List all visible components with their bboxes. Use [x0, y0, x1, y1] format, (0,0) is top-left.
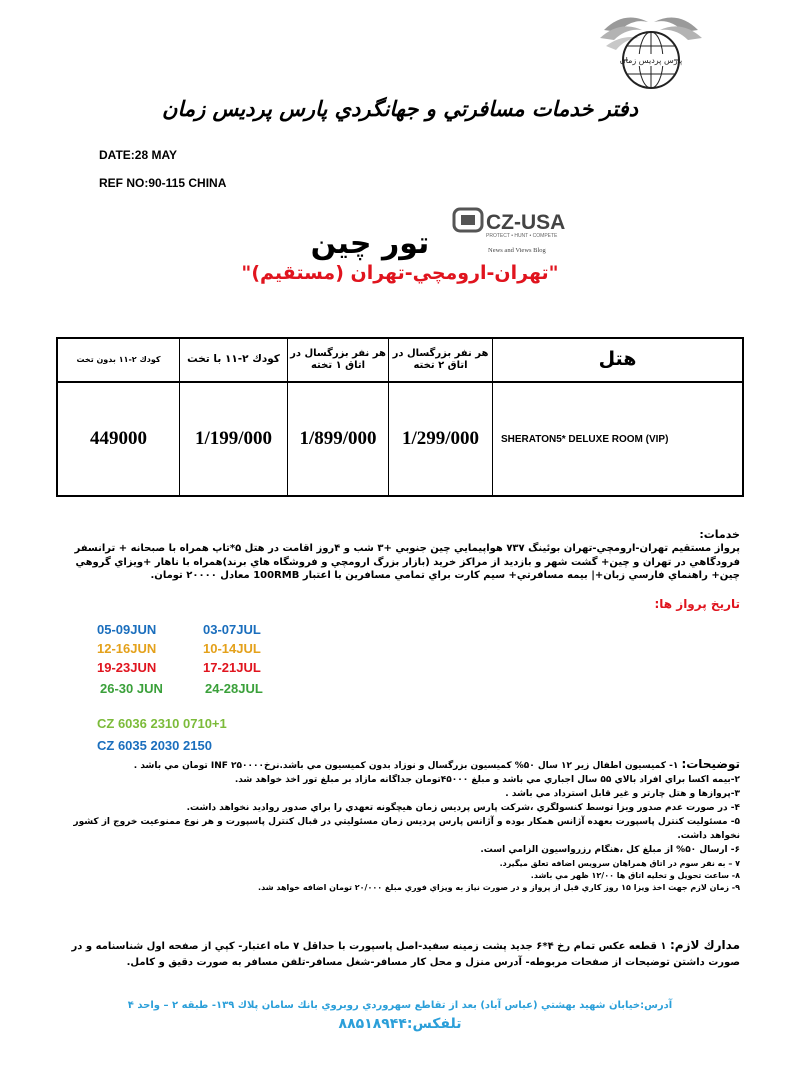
flight-number-outbound: CZ 6036 2310 0710+1	[97, 716, 227, 731]
hotel-name: SHERATON5* DELUXE ROOM (VIP)	[501, 433, 669, 445]
cz-usa-blog: News and Views Blog	[488, 247, 546, 254]
required-documents	[56, 936, 740, 971]
documents-heading: مدارك لازم:	[670, 938, 740, 952]
flight-number-return: CZ 6035 2030 2150	[97, 738, 212, 753]
flight-dates-heading: تاريخ پرواز ها:	[654, 597, 740, 611]
cz-usa-logo	[450, 206, 590, 254]
note-7: ۷ – به نفر سوم در اتاق همراهان سرويس اضافه تعلق ميگيرد.	[499, 858, 740, 868]
price-child-with-bed: 1/199/000	[180, 383, 288, 495]
logo-text: پارس پرديس زمان	[619, 56, 683, 65]
header-child-with-bed: كودك ۲-۱۱ با تخت	[180, 339, 288, 383]
flight-date-3a: 19-23JUN	[97, 660, 157, 675]
notes-section	[56, 755, 740, 895]
note-9: ۹- زمان لازم جهت اخذ ويزا ۱۵ روز كاري قبل از پرواز و در صورت نياز به ويزاي فوري مبلغ ۲۰/۰۰۰ تومان اضافه خواهد شد.	[258, 883, 740, 893]
footer-telefax: تلفكس:۸۸۵۱۸۹۴۴	[338, 1016, 462, 1032]
header-child-no-bed: كودك ۲-۱۱ بدون تخت	[58, 339, 180, 383]
note-4: ۴- در صورت عدم صدور ويزا توسط كنسولگري ،شركت پارس پرديس زمان هيچگونه تعهدي را براي صدور رواديد نخواهد داشت.	[186, 802, 740, 813]
note-2: ۲-بيمه اكسا براي افراد بالاي ۵۵ سال اجباري مي باشد و مبلغ ۴۵۰۰۰تومان جداگانه مازاد بر مبلغ تور اخذ خواهد شد.	[234, 774, 740, 785]
note-1	[56, 755, 740, 774]
note-5: ۵- مسئوليت كنترل پاسپورت بعهده آژانس همكار بوده و آژانس پارس پرديس زمان مسئوليتي در قبال كنترل پاسپورت و هر نوع ممنوعيت خروج از كشور نخواهد داشت.	[73, 816, 740, 841]
note-8: ۸- ساعت تحويل و تخليه اتاق ها ۱۲/۰۰ ظهر مي باشد.	[530, 870, 740, 880]
header-adult-double: هر نفر بزرگسال در اتاق ۲ تخته	[389, 339, 493, 383]
flight-date-2b: 10-14JUL	[203, 641, 261, 656]
agency-logo	[596, 8, 706, 98]
header-adult-single: هر نفر بزرگسال در اتاق ۱ تخته	[288, 339, 389, 383]
flight-date-4a: 26-30 JUN	[100, 681, 163, 696]
flight-date-3b: 17-21JUL	[203, 660, 261, 675]
tour-title: تور چين	[310, 226, 430, 261]
price-adult-single: 1/899/000	[288, 383, 389, 495]
tour-route: "تهران-ارومچي-تهران (مستقيم)"	[241, 262, 559, 284]
services-text: پرواز مستقيم تهران-ارومچي-تهران بوئينگ ۷۳۷ هواپيمايي چين جنوبي +۳ شب و ۴روز اقامت در هتل ۵*تاپ همراه با صبحانه + ترانسفر فرودگاهي در تهران و چين+ گشت شهر و بازديد از مراكز خريد (بازار بزرگ ارومچي و فروشگاه هاي برند)همراه با ناهار +ويزاي گروهي چين+ راهنماي فارسي زبان+| بيمه مسافرتي+ سيم كارت براي تمامي مسافرين با اعتبار 100RMB معادل ۲۰۰۰۰ تومان.	[74, 543, 740, 582]
price-table	[56, 337, 744, 497]
header-hotel: هتل	[493, 339, 742, 383]
flight-date-4b: 24-28JUL	[205, 681, 263, 696]
reference-number: REF NO:90-115 CHINA	[99, 176, 227, 190]
note-3: ۳-پروازها و هتل چارتر و غير قابل استرداد مي باشد .	[505, 788, 740, 799]
footer-address: آدرس:خيابان شهيد بهشتي (عباس آباد) بعد از تقاطع سهروردي روبروي بانك سامان پلاك ۱۳۹- طبقه ۲ – واحد ۴	[127, 1000, 673, 1011]
agency-title: دفتر خدمات مسافرتي و جهانگردي پارس پرديس زمان	[162, 96, 638, 121]
flight-date-1a: 05-09JUN	[97, 622, 157, 637]
cz-usa-tagline: PROTECT • HUNT • COMPETE	[486, 233, 558, 239]
flight-date-2a: 12-16JUN	[97, 641, 157, 656]
note-6: ۶- ارسال ۵۰% از مبلغ كل ،هنگام رزرواسيون الزامي است.	[480, 844, 740, 855]
notes-heading: توضيحات:	[681, 757, 740, 771]
documents-text: ۱ قطعه عكس تمام رخ ۴*۶ جديد پشت زمينه سفيد-اصل پاسپورت با حداقل ۷ ماه اعتبار- كپي از صفحه اول شناسنامه و در صورت داشتن توضيحات از صفحات مربوطه- آدرس منزل و محل كار مسافر-شغل مسافر-تلفن مسافر به صورت دقيق و كامل.	[71, 941, 740, 969]
price-child-no-bed: 449000	[58, 383, 180, 495]
flight-date-1b: 03-07JUL	[203, 622, 261, 637]
date: DATE:28 MAY	[99, 148, 178, 162]
note-1-text: ۱- كميسيون اطفال زير ۱۲ سال ۵۰% كميسيون بزرگسال و نوزاد بدون كميسيون مي باشد.نرخINF ۲۵۰۰۰۰ تومان مي باشد .	[133, 761, 679, 771]
cz-usa-name: CZ-USA	[486, 211, 566, 234]
services-heading: خدمات:	[699, 528, 740, 541]
price-adult-double: 1/299/000	[389, 383, 493, 495]
